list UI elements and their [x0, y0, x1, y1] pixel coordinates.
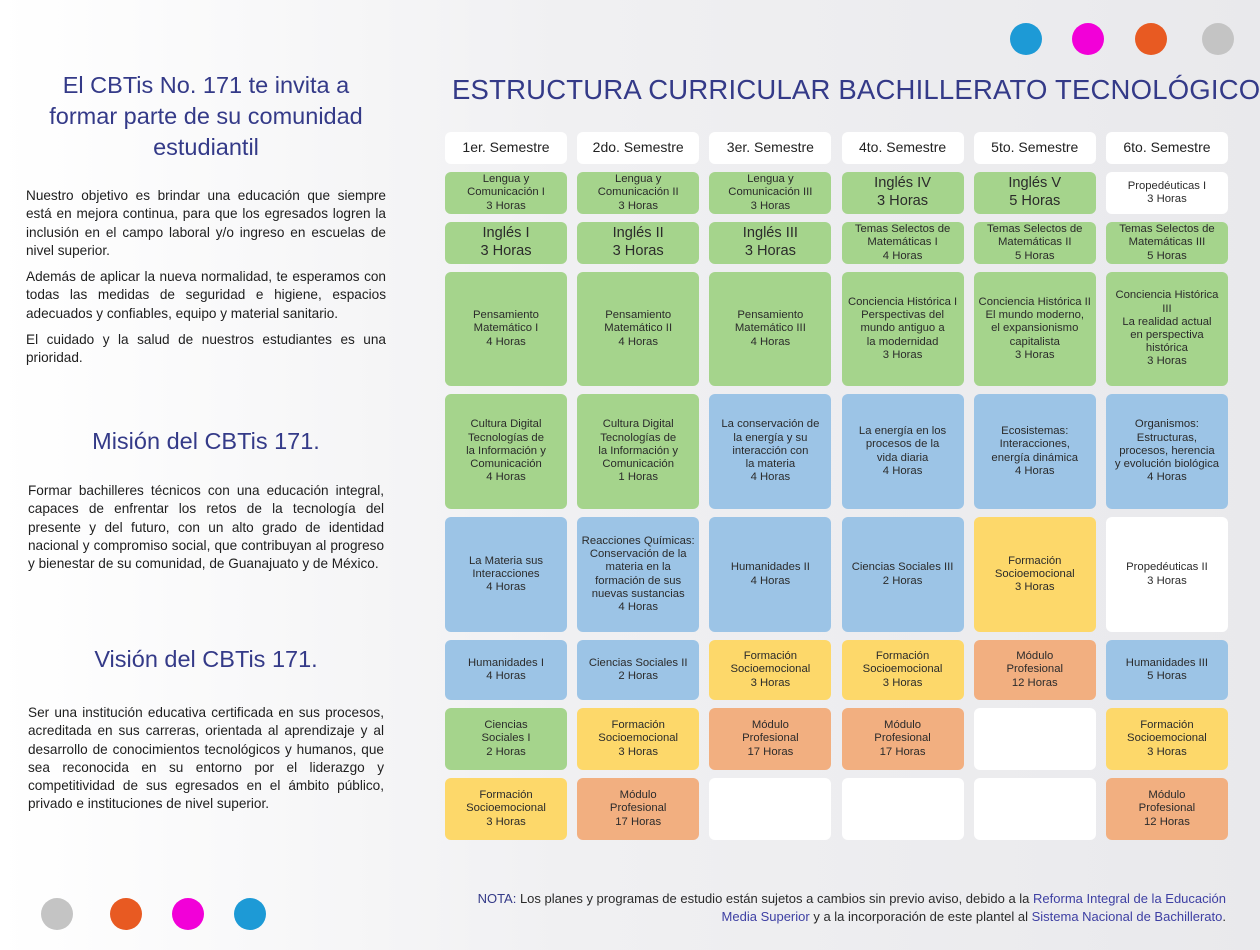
- subject-name-line: Formación: [875, 650, 930, 663]
- subject-hours: 2 Horas: [618, 670, 658, 682]
- subject-name-line: Lengua y: [747, 173, 794, 186]
- subject-name-line: la materia: [745, 458, 796, 471]
- semester-header: 4to. Semestre: [842, 132, 964, 164]
- subject-hours: 3 Horas: [618, 199, 658, 212]
- decor-dot-magenta-top: [1072, 23, 1104, 55]
- subject-name-line: Propedéuticas I: [1127, 179, 1207, 192]
- subject-name-line: mundo antiguo a: [860, 322, 945, 335]
- subject-name-line: energía dinámica: [991, 451, 1079, 464]
- subject-cell: [974, 517, 1096, 632]
- subject-name-line: histórica: [1145, 342, 1188, 355]
- subject-hours: 3 Horas: [1147, 355, 1187, 368]
- subject-hours: 2 Horas: [486, 745, 526, 758]
- subject-hours: 12 Horas: [1144, 815, 1190, 828]
- subject-cell: [445, 222, 567, 264]
- subject-name-line: La realidad actual: [1122, 315, 1212, 328]
- subject-name-line: Matemático III: [734, 322, 806, 335]
- subject-hours: 4 Horas: [486, 335, 526, 348]
- subject-name-line: Ciencias Sociales II: [588, 656, 688, 669]
- subject-name-line: Profesional: [1138, 802, 1196, 815]
- subject-cell: [709, 394, 831, 509]
- subject-name-line: Tecnologías de: [468, 431, 544, 444]
- subject-cell: [709, 272, 831, 386]
- subject-name-line: El mundo moderno,: [985, 309, 1085, 322]
- subject-name-line: Organismos:: [1134, 418, 1199, 431]
- subject-name-line: Ecosistemas:: [1001, 425, 1069, 438]
- subject-cell: [1106, 517, 1228, 632]
- decor-dot-cyan-top: [1010, 23, 1042, 55]
- subject-name-line: Cultura Digital: [470, 418, 542, 431]
- subject-cell: [1106, 272, 1228, 386]
- subject-name-line: Comunicación I: [467, 186, 545, 199]
- curriculum-title: ESTRUCTURA CURRICULAR BACHILLERATO TECNOLÓGICO: [452, 74, 1260, 105]
- note-link-reforma-cont: Media Superior: [721, 909, 810, 924]
- subject-hours: 3 Horas: [1147, 193, 1187, 205]
- subject-hours: 4 Horas: [618, 335, 658, 348]
- subject-name-line: Socioemocional: [1127, 732, 1207, 745]
- subject-name-line: Conservación de la: [589, 548, 687, 561]
- subject-name-line: Lengua y: [614, 173, 662, 186]
- subject-cell: [842, 640, 964, 700]
- empty-cell: [974, 708, 1096, 770]
- subject-name-line: Interacciones: [472, 567, 540, 580]
- subject-hours: 3 Horas: [1014, 348, 1055, 361]
- intro-paragraph: El cuidado y la salud de nuestros estudiantes es una prioridad.: [26, 332, 386, 366]
- subject-name-line: Socioemocional: [466, 802, 546, 815]
- mission-text: Formar bachilleres técnicos con una educación integral, capaces de enfrentar los retos de la tecnología del presente y del futuro, con un alto grado de identidad nacional y compromiso social, que contribuyan al progreso y bienestar de su comunidad, de Guanajuato y de México.: [28, 483, 384, 572]
- subject-name-line: procesos, herencia: [1119, 444, 1215, 457]
- semester-header: 6to. Semestre: [1106, 132, 1228, 164]
- semester-header: 5to. Semestre: [974, 132, 1096, 164]
- subject-name-line: Inglés II: [612, 225, 664, 242]
- intro-paragraph: Nuestro objetivo es brindar una educación que siempre está en mejora continua, para que los egresados logren la inclusión en el campo laboral y/o ingreso en escuelas de nivel superior.: [26, 188, 386, 258]
- subject-name-line: Matemático II: [604, 322, 673, 335]
- vision-title: Visión del CBTis 171.: [94, 646, 318, 672]
- subject-cell: [974, 272, 1096, 386]
- subject-hours: 3 Horas: [882, 348, 923, 361]
- subject-hours: 4 Horas: [486, 581, 526, 594]
- empty-cell: [709, 778, 831, 840]
- subject-cell: [842, 272, 964, 386]
- subject-hours: 3 Horas: [1147, 574, 1187, 587]
- intro-paragraph: Además de aplicar la nueva normalidad, te esperamos con todas las medidas de seguridad e higiene, espacios adecuados y confiables, equipo y material sanitario.: [26, 269, 386, 321]
- subject-cell: [842, 394, 964, 509]
- subject-name-line: Socioemocional: [862, 663, 943, 676]
- subject-hours: 4 Horas: [1147, 471, 1187, 484]
- subject-name-line: Temas Selectos de: [854, 223, 951, 236]
- subject-hours: 3 Horas: [480, 243, 532, 259]
- subject-name-line: el expansionismo: [991, 322, 1079, 335]
- subject-hours: 17 Horas: [879, 745, 926, 758]
- subject-cell: [445, 708, 567, 770]
- subject-cell: [445, 517, 567, 632]
- subject-hours: 4 Horas: [882, 249, 923, 262]
- subject-hours: 3 Horas: [750, 199, 791, 212]
- subject-hours: 4 Horas: [486, 471, 526, 484]
- note-link-sistema: Sistema Nacional de Bachillerato: [1031, 909, 1223, 924]
- subject-name-line: Módulo: [619, 789, 657, 802]
- subject-name-line: Formación: [1008, 554, 1062, 567]
- intro-section: [26, 70, 386, 376]
- subject-name-line: Interacciones,: [999, 438, 1070, 451]
- subject-name-line: interacción con: [732, 444, 809, 457]
- subject-name-line: Socioemocional: [598, 732, 679, 745]
- subject-name-line: Matemáticas III: [1128, 236, 1206, 249]
- subject-name-line: Tecnologías de: [600, 431, 677, 444]
- subject-cell: [445, 778, 567, 840]
- subject-name-line: La conservación de: [721, 418, 820, 431]
- subject-name-line: Comunicación II: [597, 186, 679, 199]
- decor-dot-orange-bottom: [110, 898, 142, 930]
- subject-cell: [1106, 172, 1228, 214]
- note-label: NOTA:: [477, 891, 517, 906]
- subject-cell: [709, 517, 831, 632]
- decor-dot-gray-top: [1202, 23, 1234, 55]
- subject-name-line: formación de sus: [595, 574, 682, 587]
- subject-hours: 4 Horas: [618, 600, 658, 613]
- subject-cell: [577, 272, 699, 386]
- subject-name-line: Sociales I: [481, 732, 531, 745]
- subject-cell: [709, 222, 831, 264]
- subject-name-line: Formación: [479, 789, 533, 802]
- curriculum-grid: [445, 132, 1228, 843]
- subject-cell: [709, 708, 831, 770]
- subject-cell: [445, 394, 567, 509]
- subject-name-line: Matemático I: [473, 322, 539, 335]
- subject-name-line: capitalista: [1009, 335, 1060, 348]
- semester-header: 1er. Semestre: [445, 132, 567, 164]
- mission-title: Misión del CBTis 171.: [92, 428, 320, 454]
- subject-hours: 5 Horas: [1147, 249, 1187, 262]
- subject-name-line: Inglés V: [1008, 175, 1062, 192]
- subject-name-line: Propedéuticas II: [1126, 561, 1208, 574]
- subject-name-line: Formación: [743, 650, 798, 663]
- subject-hours: 3 Horas: [750, 676, 791, 689]
- subject-cell: [709, 172, 831, 214]
- subject-name-line: la modernidad: [866, 335, 939, 348]
- subject-cell: [577, 778, 699, 840]
- subject-name-line: Inglés IV: [874, 175, 931, 192]
- subject-cell: [577, 222, 699, 264]
- subject-name-line: Cultura Digital: [602, 418, 674, 431]
- subject-hours: 3 Horas: [882, 676, 923, 689]
- subject-hours: 1 Horas: [618, 471, 658, 484]
- semester-header: 3er. Semestre: [709, 132, 831, 164]
- subject-cell: [709, 640, 831, 700]
- subject-name-line: Pensamiento: [605, 309, 672, 322]
- subject-hours: 4 Horas: [750, 335, 791, 348]
- subject-hours: 5 Horas: [1147, 670, 1187, 682]
- subject-name-line: Socioemocional: [730, 663, 811, 676]
- subject-cell: [1106, 640, 1228, 700]
- subject-hours: 3 Horas: [744, 243, 796, 259]
- subject-cell: [577, 172, 699, 214]
- subject-name-line: Comunicación: [470, 458, 542, 471]
- subject-name-line: Temas Selectos de: [1119, 223, 1215, 236]
- subject-name-line: Conciencia Histórica II: [978, 295, 1091, 308]
- subject-hours: 4 Horas: [750, 574, 791, 587]
- subject-hours: 3 Horas: [877, 193, 929, 209]
- subject-cell: [974, 394, 1096, 509]
- subject-name-line: Profesional: [609, 802, 667, 815]
- subject-name-line: Inglés I: [482, 225, 530, 242]
- subject-cell: [445, 640, 567, 700]
- semester-header: 2do. Semestre: [577, 132, 699, 164]
- subject-hours: 3 Horas: [612, 243, 664, 259]
- footer-note: [440, 890, 1226, 926]
- decor-dot-cyan-bottom: [234, 898, 266, 930]
- subject-name-line: Comunicación III: [728, 186, 813, 199]
- subject-name-line: la Información y: [598, 444, 679, 457]
- subject-cell: [974, 222, 1096, 264]
- subject-name-line: Profesional: [742, 732, 799, 745]
- note-period: .: [1222, 909, 1226, 924]
- subject-hours: 12 Horas: [1011, 676, 1058, 689]
- subject-name-line: Perspectivas del: [861, 309, 944, 322]
- decor-dot-magenta-bottom: [172, 898, 204, 930]
- subject-name-line: La energía en los: [858, 425, 947, 438]
- subject-cell: [1106, 222, 1228, 264]
- subject-name-line: Conciencia Histórica I: [847, 295, 958, 308]
- subject-name-line: Ciencias Sociales III: [851, 561, 954, 574]
- subject-cell: [577, 517, 699, 632]
- subject-cell: [577, 708, 699, 770]
- subject-name-line: Ciencias: [484, 719, 528, 732]
- subject-name-line: y evolución biológica: [1114, 458, 1220, 471]
- subject-hours: 2 Horas: [882, 574, 923, 587]
- subject-name-line: Inglés III: [742, 225, 798, 242]
- subject-name-line: materia en la: [605, 561, 671, 574]
- subject-name-line: Socioemocional: [994, 567, 1075, 580]
- subject-cell: [1106, 778, 1228, 840]
- subject-name-line: procesos de la: [865, 438, 940, 451]
- subject-name-line: la Información y: [466, 444, 546, 457]
- subject-hours: 4 Horas: [882, 464, 923, 477]
- subject-name-line: Profesional: [874, 732, 931, 745]
- subject-hours: 4 Horas: [486, 670, 526, 682]
- subject-name-line: Humanidades I: [468, 656, 544, 669]
- subject-name-line: Módulo: [1016, 650, 1054, 663]
- subject-hours: 3 Horas: [486, 199, 526, 212]
- note-text: y a la incorporación de este plantel al: [813, 909, 1028, 924]
- subject-cell: [974, 172, 1096, 214]
- subject-name-line: Pensamiento: [473, 309, 539, 322]
- subject-cell: [1106, 708, 1228, 770]
- note-text: Los planes y programas de estudio están sujetos a cambios sin previo aviso, debido a la: [519, 891, 1030, 906]
- subject-cell: [445, 272, 567, 386]
- intro-headline: El CBTis No. 171 te invita a formar parte de su comunidad estudiantil: [49, 72, 363, 160]
- subject-hours: 3 Horas: [1014, 581, 1055, 594]
- subject-hours: 5 Horas: [1014, 249, 1055, 262]
- subject-hours: 4 Horas: [750, 471, 791, 484]
- subject-name-line: La Materia sus: [468, 554, 544, 567]
- subject-hours: 3 Horas: [618, 745, 658, 758]
- subject-hours: 3 Horas: [1147, 745, 1187, 758]
- subject-name-line: Conciencia Histórica III: [1115, 289, 1219, 315]
- subject-name-line: Módulo: [884, 719, 922, 732]
- subject-name-line: Formación: [1140, 719, 1194, 732]
- note-link-reforma: Reforma Integral de la Educación: [1033, 891, 1226, 906]
- subject-name-line: vida diaria: [876, 451, 929, 464]
- subject-hours: 4 Horas: [1014, 464, 1055, 477]
- subject-name-line: Humanidades II: [730, 561, 810, 574]
- vision-text: Ser una institución educativa certificada en sus procesos, acreditada en sus carreras, orientada al aprendizaje y al desarrollo de conocimientos tecnológicos y humanos, que sea reconocida en su entorno por el liderazgo y competitividad de sus egresados en el ámbito público, privado e instituciones de nivel superior.: [28, 705, 384, 812]
- empty-cell: [974, 778, 1096, 840]
- subject-name-line: la energía y su: [733, 431, 808, 444]
- subject-name-line: Formación: [611, 719, 665, 732]
- subject-cell: [577, 394, 699, 509]
- subject-name-line: Módulo: [1148, 789, 1186, 802]
- subject-hours: 5 Horas: [1009, 193, 1061, 209]
- subject-name-line: Profesional: [1006, 663, 1064, 676]
- decor-dot-orange-top: [1135, 23, 1167, 55]
- subject-cell: [974, 640, 1096, 700]
- subject-cell: [842, 517, 964, 632]
- subject-cell: [1106, 394, 1228, 509]
- subject-name-line: nuevas sustancias: [591, 587, 685, 600]
- subject-name-line: Reacciones Químicas:: [581, 534, 695, 547]
- subject-name-line: en perspectiva: [1130, 329, 1204, 341]
- subject-name-line: Temas Selectos de: [987, 223, 1083, 236]
- subject-cell: [445, 172, 567, 214]
- empty-cell: [842, 778, 964, 840]
- subject-cell: [577, 640, 699, 700]
- subject-name-line: Pensamiento: [737, 309, 804, 322]
- subject-name-line: Lengua y: [482, 173, 530, 186]
- subject-name-line: Comunicación: [602, 458, 674, 471]
- subject-name-line: Módulo: [751, 719, 789, 732]
- subject-hours: 17 Horas: [615, 815, 662, 828]
- subject-hours: 3 Horas: [486, 815, 526, 828]
- subject-name-line: Humanidades III: [1125, 656, 1209, 669]
- subject-hours: 17 Horas: [747, 745, 794, 758]
- decor-dot-gray-bottom: [41, 898, 73, 930]
- subject-cell: [842, 708, 964, 770]
- subject-cell: [842, 172, 964, 214]
- subject-name-line: Matemáticas I: [867, 236, 938, 249]
- subject-name-line: Matemáticas II: [998, 236, 1072, 249]
- subject-cell: [842, 222, 964, 264]
- subject-name-line: Estructuras,: [1136, 431, 1198, 444]
